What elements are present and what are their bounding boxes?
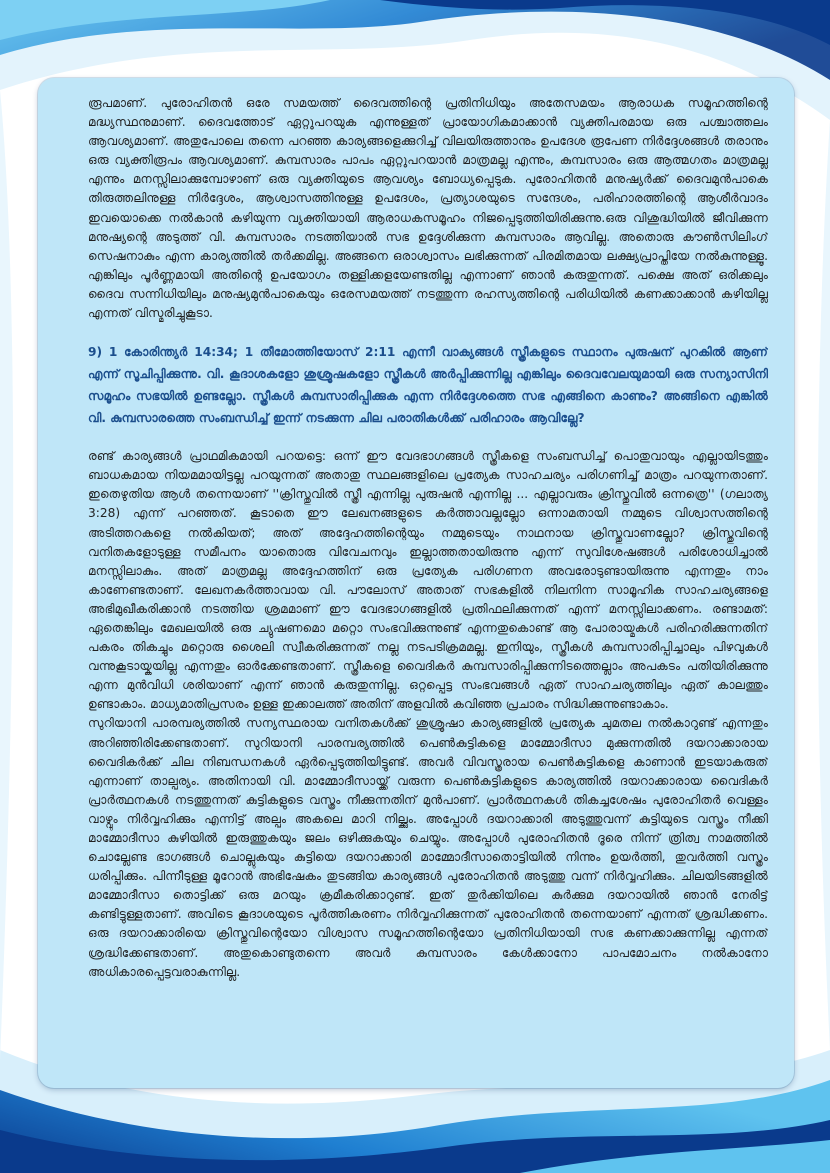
intro-paragraph: രൂപമാണ്. പുരോഹിതൻ ഒരേ സമയത്ത് ദൈവത്തിന്റെ പ്രതിനിധിയും അതേസമയം ആരാധക സമൂഹത്തിന്റെ മദ്ധ്യസ്ഥനുമാണ്. ദൈവത്തോട് ഏറ്റുപറയുക എന്നുള്ളത് പ്രായോഗികമാക്കാൻ വ്യക്തിപരമായ ഒരു പശ്ചാത്തലം ആവശ്യമാണ്. അതുപോലെ തന്നെ പറഞ്ഞ കാര്യങ്ങളെക്കുറിച്ച് വിലയിരുത്താനും ഉപദേശ രൂപേണ നിർദ്ദേശങ്ങൾ തരാനും ഒരു വ്യക്തിരൂപം ആവശ്യമാണ്. കുമ്പസാരം പാപം ഏറ്റുപറയാൻ മാത്രമല്ല എന്നും, കുമ്പസാരം ഒരു ആത്മഗതം മാത്രമല്ല എന്നും മനസ്സിലാക്കുമ്പോഴാണ് ഒരു വ്യക്തിയുടെ ആവശ്യം ബോധ്യപ്പെടുക. പുരോഹിതൻ മനുഷ്യർക്ക് ദൈവമുൻപാകെ തിരുത്തലിനുള്ള നിർദ്ദേശം, ആശ്വാസത്തിനുള്ള ഉപദേശം, പ്രത്യാശയുടെ സന്ദേശം, പരിഹാരത്തിന്റെ ആശീർവാദം ഇവയൊക്കെ നൽകാൻ കഴിയുന്ന വ്യക്തിയായി ആരാധകസമൂഹം നിജപ്പെടുത്തിയിരിക്കുന്നു.ഒരു വിശുദ്ധിയിൽ ജീവിക്കുന്ന മനുഷ്യന്റെ അടുത്ത് വി. കുമ്പസാരം നടത്തിയാൽ സഭ ഉദ്ദേശിക്കുന്ന കുമ്പസാരം ആവില്ല. അതൊരു കൗൺസിലിംഗ് സെഷനാകും എന്ന കാര്യത്തിൽ തർക്കമില്ല. അങ്ങനെ ഒരാശ്വാസം ലഭിക്കുന്നത് പിരമിതമായ ലക്ഷ്യപ്രാപ്തിയേ നൽകുന്നുള്ളൂ. എങ്കിലും പൂർണ്ണമായി അതിന്റെ ഉപയോഗം തള്ളിക്കളയേണ്ടതില്ല എന്നാണ് ഞാൻ കരുതുന്നത്. പക്ഷെ അത് ഒരിക്കലും ദൈവ സന്നിധിയിലും മനുഷ്യമുൻപാകെയും ഒരേസമയത്ത് നടത്തുന്ന രഹസ്യത്തിന്റെ പരിധിയിൽ കണക്കാക്കാൻ കഴിയില്ല എന്നത് വിസ്മരിച്ചുകൂടാ. — [88, 96, 768, 321]
answer-paragraph-2: സുറിയാനി പാരമ്പര്യത്തിൽ സന്യസ്ഥരായ വനിതകൾക്ക് ശുശ്രൂഷാ കാര്യങ്ങളിൽ പ്രത്യേക ചുമതല നൽകാറുണ്ട് എന്നതും അറിഞ്ഞിരിക്കേണ്ടതാണ്. സുറിയാനി പാരമ്പര്യത്തിൽ പെൺകുട്ടികളെ മാമ്മോദീസാ മുക്കുന്നതിൽ ദയറാക്കാരായ വൈദികർക്ക് ചില നിബന്ധനകൾ ഏർപ്പെടുത്തിയിട്ടുണ്ട്. അവർ വിവസ്ത്രരായ പെൺകുട്ടികളെ കാണാൻ ഇടയാകരുത് എന്നാണ് താല്പര്യം. അതിനായി വി. മാമ്മോദീസായ്ക്ക് വരുന്ന പെൺകുട്ടികളുടെ കാര്യത്തിൽ ദയറാക്കാരായ വൈദികർ പ്രാർത്ഥനകൾ നടത്തുന്നത് കുട്ടികളുടെ വസ്ത്രം നീക്കുന്നതിന് മുൻപാണ്. പ്രാർത്ഥനകൾ തികച്ചശേഷം പുരോഹിതർ വെള്ളം വാഴ്വും നിർവ്വഹിക്കും എന്നിട്ട് അല്പം അകലെ മാറി നില്ക്കും. അപ്പോൾ ദയറാക്കാരി അടുത്തുവന്ന് കുട്ടിയുടെ വസ്ത്രം നീക്കി മാമ്മോദീസാ കുഴിയിൽ ഇരുത്തുകയും ജലം ഒഴിക്കുകയും ചെയ്യും. അപ്പോൾ പുരോഹിതൻ ദൂരെ നിന്ന് ത്രിത്വ നാമത്തിൽ ചൊല്ലേണ്ട ഭാഗങ്ങൾ ചൊല്ലുകയും കുട്ടിയെ ദയറാക്കാരി മാമ്മോദീസാതൊട്ടിയിൽ നിന്നും ഉയർത്തി, തുവർത്തി വസ്ത്രം ധരിപ്പിക്കും. പിന്നീടുള്ള മൂറോൻ അഭിഷേകം തുടങ്ങിയ കാര്യങ്ങൾ പുരോഹിതൻ അടുത്തു വന്ന് നിർവ്വഹിക്കും. ചിലയിടങ്ങളിൽ മാമ്മോദീസാ തൊട്ടിക്ക് ഒരു മറയും ക്രമീകരിക്കാറുണ്ട്. ഇത് തുർക്കിയിലെ കുർക്കുമ ദയറായിൽ ഞാൻ നേരിട്ട് കണ്ടിട്ടുള്ളതാണ്. അവിടെ കൂദാശയുടെ പൂർത്തികരണം നിർവ്വഹിക്കുന്നത് പുരോഹിതൻ തന്നെയാണ് എന്നത് ശ്രദ്ധിക്കണം. ഒരു ദയറാക്കാരിയെ ക്രിസ്തുവിന്റെയോ വിശ്വാസ സമൂഹത്തിന്റെയോ പ്രതിനിധിയായി സഭ കണക്കാക്കുന്നില്ല എന്നത് ശ്രദ്ധിക്കേണ്ടതാണ്. അതുകൊണ്ടുതന്നെ അവർ കുമ്പസാരം കേൾക്കാനോ പാപമോചനം നൽകാനോ അധികാരപ്പെട്ടവരാകുന്നില്ല. — [88, 716, 768, 979]
article-body — [88, 94, 768, 1064]
answer-paragraph-1: രണ്ട് കാര്യങ്ങൾ പ്രാഥമികമായി പറയട്ടെ: ഒന്ന് ഈ വേദഭാഗങ്ങൾ സ്ത്രീകളെ സംബന്ധിച്ച് പൊതുവായും എല്ലായിടത്തും ബാധകമായ നിയമമായിട്ടല്ല പറയുന്നത് അതാതു സ്ഥലങ്ങളിലെ പ്രത്യേക സാഹചര്യം പരിഗണിച്ച് മാത്രം പറയുന്നതാണ്. ഇതെഴുതിയ ആൾ തന്നെയാണ് ''ക്രിസ്തുവിൽ സ്ത്രീ എന്നില്ല പുരുഷൻ എന്നില്ല ... എല്ലാവരും ക്രിസ്തുവിൽ ഒന്നത്രെ'' (ഗലാത്യ 3:28) എന്ന് പറഞ്ഞത്. കൂടാതെ ഈ ലേഖനങ്ങളുടെ കർത്താവല്ലല്ലോ ഒന്നാമതായി നമ്മുടെ വിശ്വാസത്തിന്റെ അടിത്തറകളെ നൽകിയത്; അത് അദ്ദേഹത്തിന്റെയും നമ്മുടെയും നാഥനായ ക്രിസ്തുവാണല്ലോ? ക്രിസ്തുവിന്റെ വനിതകളോടുള്ള സമീപനം യാതൊരു വിവേചനവും ഇല്ലാത്തതായിരുന്നു എന്ന് സുവിശേഷങ്ങൾ പരിശോധിച്ചാൽ മനസ്സിലാകും. അത് മാത്രമല്ല അദ്ദേഹത്തിന് ഒരു പ്രത്യേക പരിഗണന അവരോടുണ്ടായിരുന്നു എന്നതും നാം കാണേണ്ടതാണ്. ലേഖനകർത്താവായ വി. പൗലോസ് അതാത് സഭകളിൽ നിലനിന്ന സാമൂഹിക സാഹചര്യങ്ങളെ അഭിമുഖീകരിക്കാൻ നടത്തിയ ശ്രമമാണ് ഈ വേദഭാഗങ്ങളിൽ പ്രതിഫലിക്കുന്നത് എന്ന് മനസ്സിലാക്കണം. രണ്ടാമത്: ഏതെങ്കിലും മേഖലയിൽ ഒരു ച്യുഷണമൊ മറ്റൊ സംഭവിക്കുന്നുണ്ട് എന്നതുകൊണ്ട് ആ പോരായ്മകൾ പരിഹരിക്കുന്നതിന് പകരം തികച്ചും മറ്റൊരു ശൈലി സ്വീകരിക്കുന്നത് നല്ല നടപടിക്രമമല്ല. ഇനിയും, സ്ത്രീകൾ കുമ്പസാരിപ്പിച്ചാലും പിഴവുകൾ വന്നുകൂടായ്കയില്ല എന്നതും ഓർക്കേണ്ടതാണ്. സ്ത്രീകളെ വൈദികർ കുമ്പസാരിപ്പിക്കുന്നിടത്തെല്ലാം അപകടം പതിയിരിക്കുന്നു എന്ന മുൻവിധി ശരിയാണ് എന്ന് ഞാൻ കരുതുന്നില്ല. ഒറ്റപ്പെട്ട സംഭവങ്ങൾ ഏത് സാഹചര്യത്തിലും ഏത് കാലത്തും ഉണ്ടാകാം. മാധ്യമാതിപ്രസരം ഉള്ള ഇക്കാലത്ത് അതിന് അളവിൽ കവിഞ്ഞ പ്രചാരം സിദ്ധിക്കുന്നുണ്ടാകാം. — [88, 449, 768, 712]
question-9: 9) 1 കോരിന്ത്യർ 14:34; 1 തീമോത്തിയോസ് 2:11 എന്നീ വാക്യങ്ങൾ സ്ത്രീകളുടെ സ്ഥാനം പുരുഷന് പുറകിൽ ആണ് എന്ന് സൂചിപ്പിക്കുന്നു. വി. കൂദാശകളോ ശുശ്രൂഷകളോ സ്ത്രീകൾ അർപ്പിക്കുന്നില്ല എങ്കിലും ദൈവവേലയുമായി ഒരു സന്യാസിനി സമൂഹം സഭയിൽ ഉണ്ടല്ലോ. സ്ത്രീകൾ കുമ്പസാരിപ്പിക്കുക എന്ന നിർദ്ദേശത്തെ സഭ എങ്ങിനെ കാണും? അങ്ങിനെ എങ്കിൽ വി. കുമ്പസാരത്തെ സംബന്ധിച്ച് ഇന്ന് നടക്കുന്ന ചില പരാതികൾക്ക് പരിഹാരം ആവില്ലേ? — [88, 345, 768, 426]
